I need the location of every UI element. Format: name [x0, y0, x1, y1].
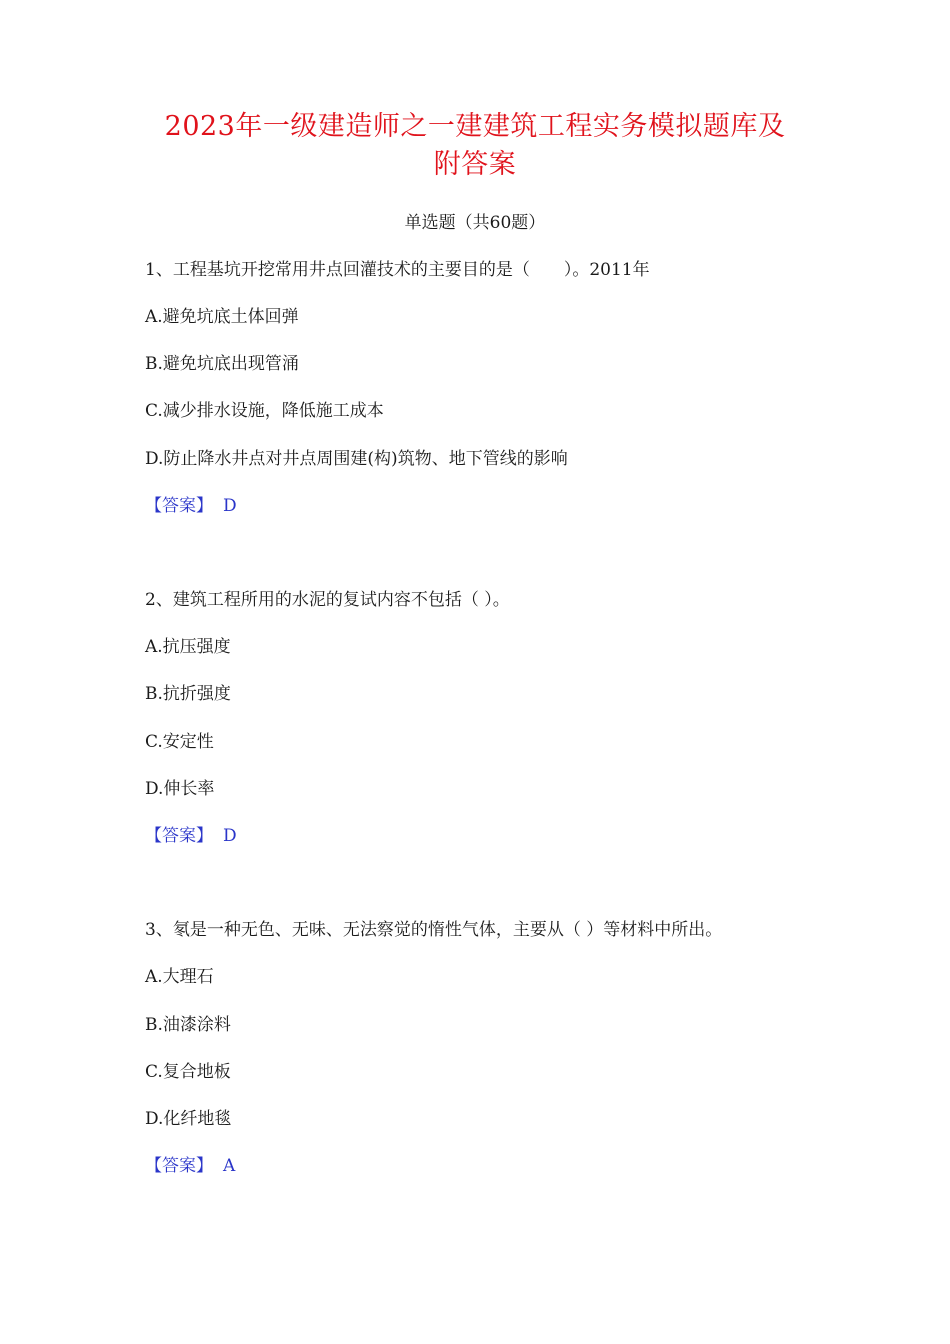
answer-label: 【答案】	[145, 826, 213, 846]
answer-label: 【答案】	[145, 1156, 213, 1176]
question-2-option-a: A.抗压强度	[145, 637, 231, 657]
question-3-option-a: A.大理石	[145, 967, 214, 987]
answer-value: D	[223, 496, 237, 516]
answer-value: A	[223, 1156, 236, 1176]
question-3-stem: 3、氡是一种无色、无味、无法察觉的惰性气体，主要从（ ）等材料中所出。	[145, 920, 723, 940]
question-2-option-b: B.抗折强度	[145, 684, 231, 704]
title-line-2: 附答案	[433, 149, 517, 180]
question-1-stem: 1、工程基坑开挖常用井点回灌技术的主要目的是（ ）。2011年	[145, 260, 650, 280]
section-heading: 单选题（共60题）	[404, 213, 546, 233]
document-title	[120, 108, 830, 184]
question-1-answer	[145, 494, 237, 518]
question-1-option-b: B.避免坑底出现管涌	[145, 354, 299, 374]
answer-label: 【答案】	[145, 496, 213, 516]
question-3-option-d: D.化纤地毯	[145, 1109, 232, 1129]
answer-value: D	[223, 826, 237, 846]
question-2-option-c: C.安定性	[145, 732, 214, 752]
question-3-answer	[145, 1154, 235, 1178]
title-line-1: 2023年一级建造师之一建建筑工程实务模拟题库及	[164, 111, 786, 142]
question-1-option-c: C.减少排水设施，降低施工成本	[145, 401, 384, 421]
question-3-option-b: B.油漆涂料	[145, 1015, 231, 1035]
question-2-stem: 2、建筑工程所用的水泥的复试内容不包括（ ）。	[145, 590, 510, 610]
question-1-option-a: A.避免坑底土体回弹	[145, 307, 299, 327]
question-2-answer	[145, 824, 237, 848]
question-2-option-d: D.伸长率	[145, 779, 215, 799]
question-3-option-c: C.复合地板	[145, 1062, 231, 1082]
question-1-option-d: D.防止降水井点对井点周围建(构)筑物、地下管线的影响	[145, 449, 568, 469]
